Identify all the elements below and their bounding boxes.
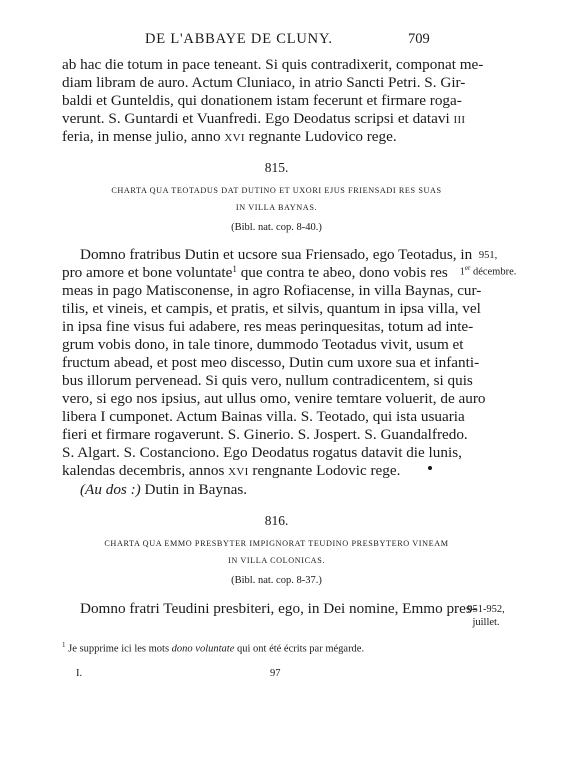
text-line: fieri et firmare rogaverunt. S. Ginerio. S. Jospert. S. Guandalfredo.: [62, 426, 468, 443]
charter-heading-line: CHARTA QUA TEOTADUS DAT DUTINO ET UXORI EJUS FRIENSADI RES SUAS: [111, 186, 442, 195]
text-line: libera I cumponet. Actum Bainas villa. S. Teotado, qui ista usuaria: [62, 408, 465, 425]
charter-heading-line: IN VILLA BAYNAS.: [235, 203, 318, 212]
text-line: ab hac die totum in pace teneant. Si quis contradixerit, componat me-: [62, 56, 484, 73]
text-line: tilis, et vineis, et campis, et pratis, et silvis, quantum in ipsa villa, vel: [62, 300, 481, 317]
text-segment: kalendas decembris, annos: [62, 462, 229, 479]
volume-mark: I.: [76, 668, 83, 679]
text-line: meas in pago Matisconense, in agro Rofiacense, in villa Baynas, cur-: [62, 282, 482, 299]
dorse-line: [80, 481, 437, 499]
ink-dot: [428, 466, 432, 470]
margin-date-day: 1er décembre.: [459, 264, 517, 278]
charter-heading-line: IN VILLA COLONICAS.: [228, 556, 325, 565]
text-line: vero, si ego nos ipsius, aut ullus omo, venire temtare voluerit, de auro: [62, 390, 486, 407]
charter-number: 816.: [264, 513, 289, 528]
text-line: diam libram de auro. Actum Cluniaco, in atrio Sancti Petri. S. Gir-: [62, 74, 466, 91]
charter-heading-line: CHARTA QUA EMMO PRESBYTER IMPIGNORAT TEUDINO PRESBYTERO VINEAM: [104, 539, 449, 548]
text-segment: regnante Ludovico rege.: [244, 128, 397, 145]
text-line: [62, 264, 448, 282]
footnote-text: qui ont été écrits par mégarde.: [234, 643, 365, 655]
roman-numeral: XVI: [228, 466, 249, 478]
text-segment: rengnante Lodovic rege.: [248, 462, 401, 479]
footnote-number: 1: [62, 641, 66, 649]
text-line: [62, 462, 437, 481]
text-line: Domno fratri Teudini presbiteri, ego, in Dei nomine, Emmo pres-: [80, 600, 477, 617]
text-line: in ipsa fine visus fui adabere, res meas perinquesitas, totum ad inte-: [62, 318, 474, 335]
text-line: bus illorum pervenead. Si quis vero, nullum contradicentem, si quis: [62, 372, 473, 389]
text-line: fructum abead, et post meo discesso, Dutin cum uxore sua et infanti-: [62, 354, 480, 371]
footnote-italic: dono voluntate: [171, 643, 235, 655]
text-segment: que contra te abeo, dono vobis res: [236, 264, 448, 281]
signature-number: 97: [270, 668, 281, 679]
footnote: [62, 641, 364, 655]
page-number: 709: [408, 31, 430, 47]
text-segment: verunt. S. Guntardi et Vuanfredi. Ego Deodatus scripsi et datavi: [62, 110, 454, 127]
footnote-text: Je supprime ici les mots: [65, 643, 172, 655]
charter-source: (Bibl. nat. cop. 8-37.): [231, 575, 322, 586]
roman-numeral: XVI: [224, 132, 245, 144]
roman-numeral: III: [453, 114, 466, 126]
text-line: baldi et Gunteldis, qui donationem istam fecerunt et firmare roga-: [62, 92, 462, 109]
text-line: [62, 110, 466, 129]
text-line: [62, 128, 437, 147]
running-header-title: DE L'ABBAYE DE CLUNY.: [145, 31, 333, 47]
margin-date-month: juillet.: [472, 617, 500, 628]
dorse-text: Dutin in Baynas.: [140, 481, 248, 498]
margin-date-year: 951,: [478, 250, 498, 261]
dorse-label: (Au dos :): [80, 481, 141, 498]
text-segment: feria, in mense julio, anno: [62, 128, 225, 145]
charter-number: 815.: [264, 160, 289, 175]
footnote-marker: 1: [232, 264, 237, 274]
margin-date-year: 951-952,: [467, 604, 505, 615]
text-segment: pro amore et bone voluntate: [62, 264, 233, 281]
charter-source: (Bibl. nat. cop. 8-40.): [231, 222, 322, 233]
text-line: grum vobis dono, in tale tinore, dummodo Teotadus vivit, usum et: [62, 336, 464, 353]
text-line: Domno fratribus Dutin et ucsore sua Friensado, ego Teotadus, in: [80, 246, 473, 263]
text-line: S. Algart. S. Costanciono. Ego Deodatus rogatus datavit die lunis,: [62, 444, 462, 461]
